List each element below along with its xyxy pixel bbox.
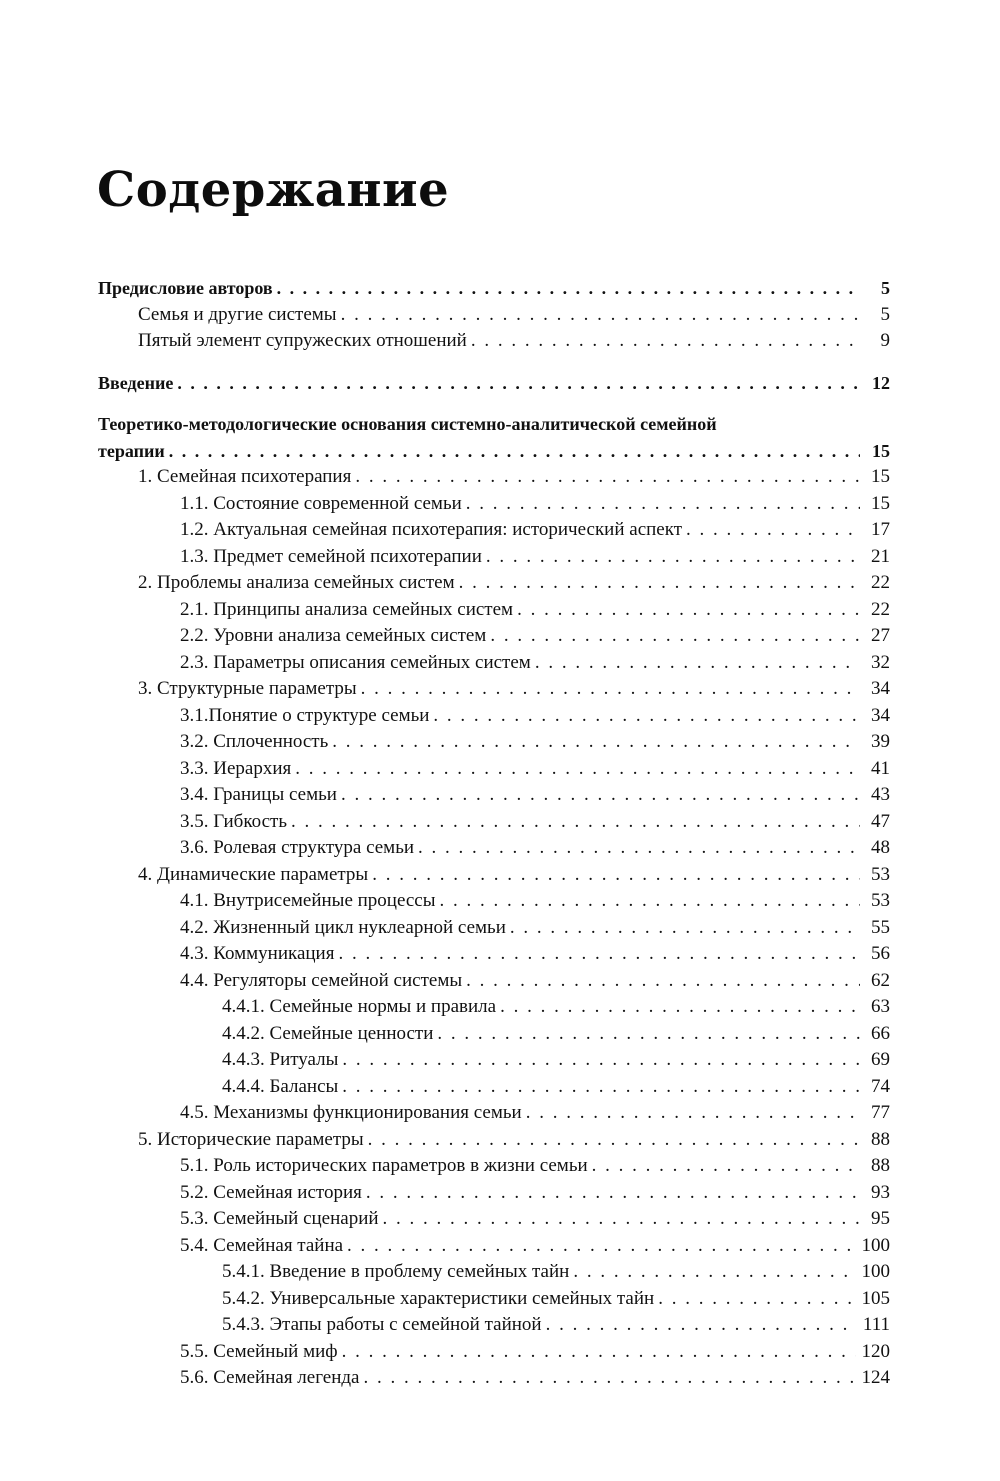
- toc-entry-label: Пятый элемент супружеских отношений: [138, 330, 467, 351]
- toc-page-number: 34: [871, 678, 890, 699]
- toc-entry-label: 4.2. Жизненный цикл нуклеарной семьи: [180, 916, 506, 938]
- toc-page-number: 88: [871, 1128, 890, 1150]
- dot-leader: [490, 623, 860, 650]
- toc-entry-label: 4. Динамические параметры: [138, 863, 369, 885]
- toc-entry-5-3: [98, 1206, 890, 1233]
- dot-leader: [368, 1127, 860, 1154]
- toc-entry-label: 1.2. Актуальная семейная психотерапия: исторический аспект: [180, 519, 683, 540]
- dot-leader: [372, 862, 860, 889]
- toc-page-number: 15: [871, 466, 890, 487]
- toc-page-number: 120: [861, 1340, 890, 1362]
- toc-entry-label: 3. Структурные параметры: [138, 678, 357, 699]
- toc-page-number: 77: [871, 1102, 890, 1123]
- dot-leader: [535, 650, 860, 677]
- toc-entry-label: 5.3. Семейный сценарий: [180, 1208, 379, 1229]
- toc-entry-4-2: [98, 915, 890, 942]
- toc-page-number: 111: [862, 1314, 890, 1335]
- toc-entry-label: 1. Семейная психотерапия: [138, 466, 352, 487]
- dot-leader: [573, 1259, 855, 1286]
- toc-page-number: 100: [861, 1234, 890, 1256]
- toc-page-number: 41: [871, 757, 890, 779]
- toc-entry-5: [98, 1127, 890, 1154]
- toc-entry-4-4-2: [98, 1021, 890, 1048]
- toc-page-number: 66: [871, 1022, 890, 1044]
- toc-page-number: 53: [871, 863, 890, 885]
- toc-entry-label: 3.2. Сплоченность: [180, 731, 329, 752]
- dot-leader: [341, 302, 860, 329]
- toc-entry-theory: [98, 438, 890, 465]
- dot-leader: [592, 1153, 860, 1180]
- toc-entry-3-5: [98, 809, 890, 836]
- toc-page-number: 62: [871, 969, 890, 991]
- toc-page-number: 63: [871, 996, 890, 1017]
- toc-entry-1-2: [98, 517, 890, 544]
- toc-page-number: 105: [861, 1287, 890, 1309]
- toc-entry-preface-2: [98, 328, 890, 355]
- toc-entry-label: 5.4.3. Этапы работы с семейной тайной: [222, 1314, 542, 1335]
- dot-leader: [177, 370, 860, 397]
- dot-leader: [342, 1047, 860, 1074]
- toc-page-number: 43: [871, 784, 890, 805]
- dot-leader: [342, 1339, 856, 1366]
- toc-entry-4-1: [98, 888, 890, 915]
- toc-entry-label: 4.4. Регуляторы семейной системы: [180, 969, 463, 991]
- toc-entry-label: 4.5. Механизмы функционирования семьи: [180, 1102, 522, 1123]
- toc-page-number: 74: [871, 1075, 890, 1097]
- toc-entry-3-6: [98, 835, 890, 862]
- dot-leader: [277, 275, 860, 302]
- toc-entry-4-4: [98, 968, 890, 995]
- dot-leader: [355, 464, 860, 491]
- toc-entry-2-3: [98, 650, 890, 677]
- toc-page-number: 47: [871, 810, 890, 832]
- toc-page-number: 21: [871, 545, 890, 567]
- dot-leader: [338, 941, 860, 968]
- dot-leader: [437, 1021, 860, 1048]
- toc-entry-label: 4.4.2. Семейные ценности: [222, 1022, 434, 1044]
- toc-entry-label: 4.4.1. Семейные нормы и правила: [222, 996, 497, 1017]
- dot-leader: [363, 1365, 855, 1392]
- toc-entry-label: Введение: [98, 372, 174, 393]
- toc-entry-label: 5.5. Семейный миф: [180, 1340, 338, 1362]
- toc-page-number: 22: [871, 572, 890, 593]
- toc-entry-1: [98, 464, 890, 491]
- toc-entry-2-2: [98, 623, 890, 650]
- dot-leader: [471, 328, 860, 355]
- toc-page-number: 53: [871, 890, 890, 911]
- dot-leader: [500, 994, 860, 1021]
- toc-entry-label: 3.1.Понятие о структуре семьи: [180, 704, 430, 726]
- toc-entry-label: 5.4.1. Введение в проблему семейных тайн: [222, 1261, 570, 1282]
- dot-leader: [418, 835, 860, 862]
- dot-leader: [686, 517, 860, 544]
- toc-entry-label: Семья и другие системы: [138, 303, 337, 325]
- toc-entry-3-4: [98, 782, 890, 809]
- toc-entry-label: 2. Проблемы анализа семейных систем: [138, 572, 455, 593]
- toc-page-number: 88: [871, 1155, 890, 1176]
- dot-leader: [366, 1180, 860, 1207]
- toc-entry-label: терапии: [98, 440, 165, 461]
- dot-leader: [486, 544, 860, 571]
- toc-entry-4-4-3: [98, 1047, 890, 1074]
- toc-entry-5-4-1: [98, 1259, 890, 1286]
- toc-entry-label: 2.3. Параметры описания семейных систем: [180, 651, 531, 673]
- toc-entry-5-5: [98, 1339, 890, 1366]
- toc-page-number: 56: [871, 943, 890, 964]
- toc-entry-5-6: [98, 1365, 890, 1392]
- dot-leader: [459, 570, 860, 597]
- dot-leader: [169, 438, 860, 465]
- toc-page-number: 69: [871, 1049, 890, 1070]
- toc-entry-intro: [98, 370, 890, 397]
- dot-leader: [510, 915, 860, 942]
- toc-entry-label: 5.4.2. Универсальные характеристики семейных тайн: [222, 1287, 655, 1309]
- toc-entry-label: 5.6. Семейная легенда: [180, 1367, 360, 1388]
- toc-page-number: 48: [871, 837, 890, 858]
- dot-leader: [440, 888, 860, 915]
- dot-leader: [466, 968, 860, 995]
- dot-leader: [295, 756, 860, 783]
- dot-leader: [291, 809, 860, 836]
- dot-leader: [466, 491, 860, 518]
- toc-page-number: 27: [871, 625, 890, 646]
- toc-entry-label: 1.3. Предмет семейной психотерапии: [180, 545, 482, 567]
- dot-leader: [341, 782, 860, 809]
- toc-entry-3-3: [98, 756, 890, 783]
- toc-entry-label: 3.5. Гибкость: [180, 810, 287, 832]
- toc-page-number: 95: [871, 1208, 890, 1229]
- toc-entry-label: 5.2. Семейная история: [180, 1181, 362, 1203]
- toc-entry-label: 4.3. Коммуникация: [180, 943, 335, 964]
- dot-leader: [347, 1233, 855, 1260]
- toc-entry-1-1: [98, 491, 890, 518]
- toc-page-number: 55: [871, 916, 890, 938]
- dot-leader: [383, 1206, 860, 1233]
- dot-leader: [546, 1312, 857, 1339]
- toc-entry-4: [98, 862, 890, 889]
- table-of-contents: [98, 275, 890, 1392]
- dot-leader: [517, 597, 860, 624]
- toc-entry-label: 5.1. Роль исторических параметров в жизни семьи: [180, 1155, 588, 1176]
- toc-entry-label: 3.4. Границы семьи: [180, 784, 337, 805]
- page-title: Содержание: [97, 162, 450, 218]
- dot-leader: [526, 1100, 860, 1127]
- toc-entry-4-4-1: [98, 994, 890, 1021]
- toc-page-number: 15: [871, 492, 890, 514]
- toc-entry-label: 4.4.4. Балансы: [222, 1075, 339, 1097]
- toc-entry-theory-line1: Теоретико-методологические основания системно-аналитической семейной: [98, 414, 717, 434]
- toc-entry-label: 5. Исторические параметры: [138, 1128, 364, 1150]
- toc-page-number: 22: [871, 598, 890, 620]
- toc-entry-label: 3.6. Ролевая структура семьи: [180, 837, 415, 858]
- toc-entry-1-3: [98, 544, 890, 571]
- toc-entry-5-4: [98, 1233, 890, 1260]
- dot-leader: [361, 676, 860, 703]
- toc-page-number: 15: [872, 440, 890, 461]
- toc-page-number: 5: [881, 278, 890, 298]
- toc-page-number: 100: [861, 1261, 890, 1282]
- toc-entry-5-1: [98, 1153, 890, 1180]
- toc-entry-label: 3.3. Иерархия: [180, 757, 292, 779]
- toc-entry-5-4-3: [98, 1312, 890, 1339]
- toc-entry-label: 2.2. Уровни анализа семейных систем: [180, 625, 487, 646]
- toc-entry-4-5: [98, 1100, 890, 1127]
- toc-entry-2: [98, 570, 890, 597]
- toc-entry-preface: [98, 275, 890, 302]
- toc-page-number: 17: [871, 519, 890, 540]
- toc-entry-3-1: [98, 703, 890, 730]
- toc-page-number: 124: [861, 1367, 890, 1388]
- toc-page-number: 34: [871, 704, 890, 726]
- toc-page-number: 12: [872, 372, 890, 393]
- toc-page-number: 93: [871, 1181, 890, 1203]
- toc-entry-label: 4.1. Внутрисемейные процессы: [180, 890, 436, 911]
- toc-entry-label: 5.4. Семейная тайна: [180, 1234, 344, 1256]
- toc-entry-5-4-2: [98, 1286, 890, 1313]
- toc-page-number: 9: [880, 330, 890, 351]
- toc-entry-label: 2.1. Принципы анализа семейных систем: [180, 598, 514, 620]
- toc-entry-4-4-4: [98, 1074, 890, 1101]
- dot-leader: [332, 729, 860, 756]
- dot-leader: [433, 703, 860, 730]
- toc-entry-4-3: [98, 941, 890, 968]
- toc-entry-3: [98, 676, 890, 703]
- toc-page-number: 39: [871, 731, 890, 752]
- dot-leader: [342, 1074, 860, 1101]
- dot-leader: [658, 1286, 855, 1313]
- toc-page-number: 32: [871, 651, 890, 673]
- toc-page-number: 5: [880, 303, 890, 325]
- toc-entry-label: 4.4.3. Ритуалы: [222, 1049, 339, 1070]
- toc-entry-2-1: [98, 597, 890, 624]
- toc-entry-5-2: [98, 1180, 890, 1207]
- toc-entry-label: Предисловие авторов: [98, 278, 273, 298]
- toc-entry-preface-1: [98, 302, 890, 329]
- toc-entry-label: 1.1. Состояние современной семьи: [180, 492, 462, 514]
- toc-entry-3-2: [98, 729, 890, 756]
